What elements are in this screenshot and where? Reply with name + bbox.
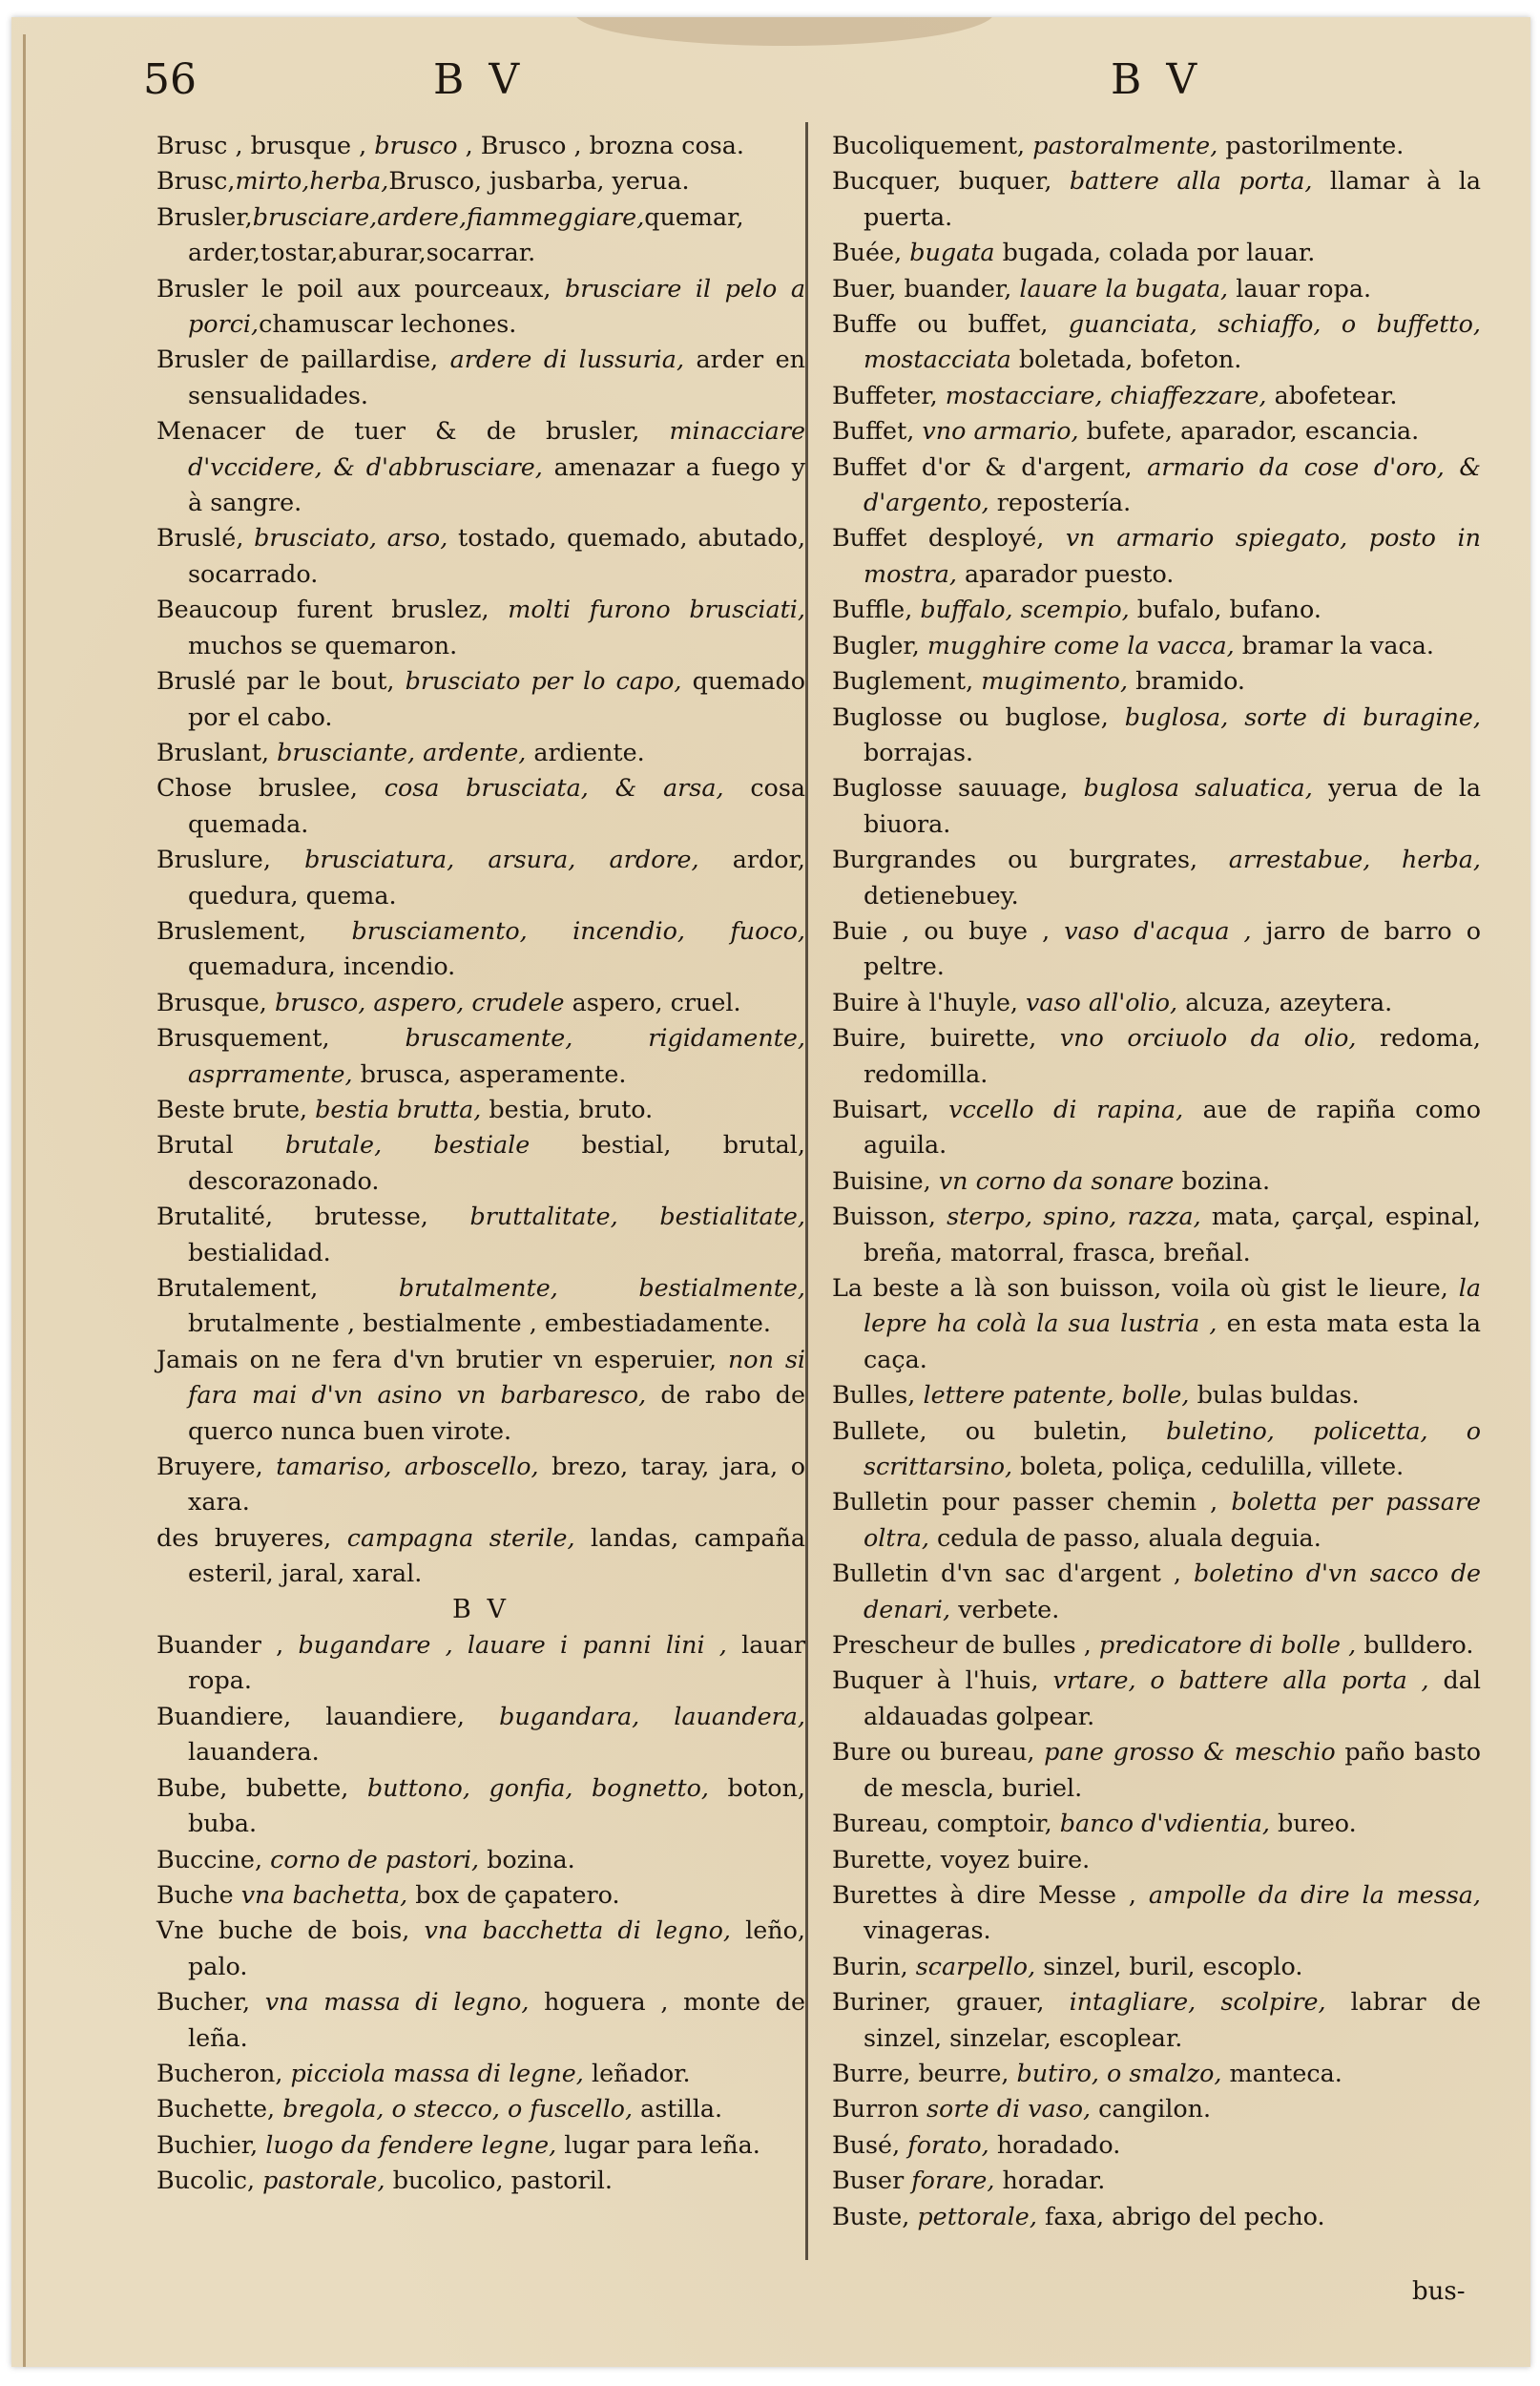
dictionary-entry	[832, 1877, 1481, 1949]
spanish-translation: brezo, taray, jara, o xara.	[188, 1452, 805, 1517]
spanish-translation: bufalo, bufano.	[1129, 595, 1321, 624]
dictionary-entry	[832, 1663, 1481, 1734]
italian-translation: brusco	[374, 131, 458, 159]
italian-translation: bruscamente, rigidamente, asprramente,	[188, 1023, 805, 1088]
italian-translation: vaso d'acqua ,	[1064, 915, 1252, 945]
italian-translation: guanciata, schiaffo, o buffetto, mostacciata	[864, 309, 1481, 374]
french-term: Brusque,	[156, 987, 275, 1016]
french-term: Bruyere,	[156, 1452, 277, 1481]
spanish-translation: arder en sensualidades.	[188, 345, 806, 409]
french-term: Bulles,	[832, 1380, 924, 1410]
dictionary-entry	[832, 378, 1481, 413]
dictionary-entry	[156, 1770, 805, 1842]
spanish-translation: hoguera , monte de leña.	[188, 1987, 805, 2052]
french-term: Buffet desployé,	[832, 523, 1066, 553]
french-term: Brutalement,	[156, 1273, 399, 1302]
spanish-translation: bramido.	[1128, 666, 1246, 696]
dictionary-entry	[156, 1449, 805, 1520]
italian-translation: brusco, aspero, crudele	[274, 987, 565, 1016]
french-term: Chose bruslee,	[156, 773, 385, 803]
italian-translation: banco d'vdientia,	[1059, 1809, 1270, 1838]
dictionary-entry	[832, 1377, 1481, 1413]
spanish-translation: yerua de la biuora.	[864, 773, 1481, 838]
italian-translation: la lepre ha colà la sua lustria ,	[864, 1273, 1481, 1338]
french-term: Buglosse sauuage,	[832, 773, 1084, 803]
spanish-translation: mata, çarçal, espinal, breña, matorral, frasca, breñal.	[864, 1202, 1481, 1266]
italian-translation: vna massa di legno,	[264, 1987, 530, 2017]
spanish-translation: sinzel, buril, escoplo.	[1035, 1951, 1303, 1980]
spanish-translation: leñador.	[583, 2058, 691, 2087]
spanish-translation: de rabo de querco nunca buen virote.	[188, 1380, 805, 1445]
french-term: Bulletin pour passer chemin ,	[832, 1487, 1232, 1517]
italian-translation: predicatore di bolle ,	[1098, 1630, 1357, 1660]
dictionary-entry	[156, 1699, 805, 1770]
spanish-translation: labrar de sinzel, sinzelar, escoplear.	[864, 1987, 1481, 2052]
right-column	[832, 128, 1481, 2234]
french-term: Bruslure,	[156, 845, 305, 874]
spanish-translation: aparador puesto.	[956, 558, 1175, 588]
french-term: Bruslé par le bout,	[156, 666, 406, 696]
spanish-translation: bureo.	[1269, 1809, 1357, 1838]
italian-translation: boletino d'vn sacco de denari,	[864, 1559, 1482, 1623]
dictionary-entry	[156, 1877, 805, 1913]
french-term: Buglosse ou buglose,	[832, 701, 1125, 731]
italian-translation: pastorale,	[262, 2166, 385, 2195]
dictionary-entry	[832, 663, 1481, 699]
dictionary-entry	[156, 1627, 805, 1699]
french-term: Bucher,	[156, 1987, 265, 2017]
dictionary-entry	[832, 1484, 1481, 1556]
spanish-translation: lugar para leña.	[556, 2129, 760, 2159]
french-term: Buisson,	[832, 1202, 947, 1231]
italian-translation: pane grosso & meschio	[1044, 1737, 1336, 1767]
spanish-translation: boton, buba.	[188, 1772, 805, 1838]
italian-translation: vccello di rapina,	[948, 1094, 1184, 1123]
spanish-translation: dal aldauadas golpear.	[864, 1665, 1481, 1730]
french-term: Buser	[832, 2166, 912, 2195]
dictionary-entry	[832, 235, 1481, 270]
spanish-translation: bulas buldas.	[1189, 1380, 1360, 1410]
dictionary-entry	[832, 985, 1481, 1020]
dictionary-entry	[832, 450, 1481, 521]
italian-translation: brutale, bestiale	[284, 1130, 531, 1160]
italian-translation: mirto,herba,	[235, 166, 389, 196]
italian-translation: vn corno da sonare	[938, 1165, 1175, 1195]
french-term: Bucolic,	[156, 2166, 263, 2195]
spanish-translation: en esta mata esta la caça.	[864, 1308, 1481, 1373]
spanish-translation: astilla.	[633, 2094, 723, 2124]
italian-translation: pastoralmente,	[1032, 131, 1218, 159]
italian-translation: bestia brutta,	[315, 1094, 482, 1123]
italian-translation: buffalo, scempio,	[920, 595, 1130, 624]
italian-translation: minacciare d'vccidere, & d'abbrusciare,	[188, 416, 805, 481]
dictionary-entry	[832, 592, 1481, 627]
french-term: La beste a là son buisson, voila où gist le lieure,	[832, 1273, 1459, 1302]
italian-translation: vrtare, o battere alla porta ,	[1052, 1665, 1429, 1695]
french-term: Bucoliquement,	[832, 131, 1033, 159]
book-page	[11, 17, 1530, 2367]
spanish-translation: pastorilmente.	[1217, 131, 1405, 159]
french-term: Bureau, comptoir,	[832, 1809, 1060, 1838]
spanish-translation: borrajas.	[864, 737, 974, 766]
spanish-translation: llamar à la puerta.	[864, 166, 1481, 231]
dictionary-entry	[156, 1199, 805, 1270]
dictionary-entry	[832, 2199, 1481, 2234]
italian-translation: armario da cose d'oro, & d'argento,	[864, 451, 1481, 517]
italian-translation: ardere di lussuria,	[449, 345, 685, 374]
dictionary-entry	[832, 1949, 1481, 1984]
french-term: Buisart,	[832, 1094, 949, 1123]
french-term: Brusler de paillardise,	[156, 345, 450, 374]
french-term: Buie , ou buye ,	[832, 915, 1065, 945]
dictionary-entry	[156, 1842, 805, 1877]
french-term: Buquer à l'huis,	[832, 1665, 1053, 1695]
italian-translation: vno armario,	[922, 416, 1079, 446]
spanish-translation: jarro de barro o peltre.	[864, 915, 1481, 981]
italian-translation: vno orciuolo da olio,	[1059, 1023, 1357, 1053]
french-term: Buander ,	[156, 1630, 299, 1660]
spanish-translation: , Brusco , brozna cosa.	[457, 131, 744, 159]
italian-translation: bugata	[909, 238, 995, 267]
spanish-translation: brutalmente , bestialmente , embestiadamente.	[188, 1308, 771, 1338]
dictionary-entry	[156, 1984, 805, 2056]
italian-translation: brutalmente, bestialmente,	[398, 1273, 805, 1302]
dictionary-entry	[156, 1520, 805, 1592]
dictionary-entry	[832, 413, 1481, 449]
spanish-translation: manteca.	[1221, 2058, 1342, 2087]
french-term: Buer, buander,	[832, 273, 1020, 303]
dictionary-entry	[832, 1627, 1481, 1663]
dictionary-entry	[832, 520, 1481, 592]
spanish-translation: bozina.	[479, 1844, 575, 1873]
french-term: Bucquer, buquer,	[832, 166, 1070, 196]
italian-translation: bruttalitate, bestialitate,	[469, 1202, 805, 1231]
french-term: Beaucoup furent bruslez,	[156, 595, 509, 624]
italian-translation: molti furono brusciati,	[508, 595, 805, 624]
dictionary-entry	[832, 770, 1481, 842]
french-term: Bulletin d'vn sac d'argent ,	[832, 1559, 1195, 1588]
spanish-translation: lauar ropa.	[1228, 273, 1372, 303]
french-term: Brusler,	[156, 201, 253, 231]
dictionary-entry	[156, 842, 805, 913]
french-term: Buisine,	[832, 1165, 939, 1195]
running-head-left: B V	[433, 55, 526, 104]
dictionary-entry	[156, 1092, 805, 1127]
section-heading: B V	[452, 1594, 510, 1624]
running-head-right: B V	[1111, 55, 1203, 104]
french-term: Brusquement,	[156, 1023, 406, 1053]
italian-translation: vna bachetta,	[240, 1879, 408, 1909]
italian-translation: brusciante, ardente,	[277, 737, 527, 766]
spanish-translation: leño, palo.	[188, 1915, 805, 1980]
italian-translation: vaso all'olio,	[1026, 987, 1178, 1016]
spanish-translation: bestia, bruto.	[481, 1094, 654, 1123]
italian-translation: bregola, o stecco, o fuscello,	[282, 2094, 634, 2124]
dictionary-entry	[156, 520, 805, 592]
italian-translation: mugghire come la vacca,	[926, 630, 1235, 659]
french-term: Buche	[156, 1879, 241, 1909]
dictionary-entry	[156, 2163, 805, 2198]
italian-translation: cosa brusciata, & arsa,	[384, 773, 724, 803]
dictionary-entry	[156, 1342, 805, 1449]
dictionary-entry	[156, 663, 805, 735]
french-term: Bruslant,	[156, 737, 278, 766]
french-term: Brusler le poil aux pourceaux,	[156, 273, 565, 303]
dictionary-entry	[156, 2056, 805, 2091]
italian-translation: lettere patente, bolle,	[923, 1380, 1190, 1410]
dictionary-entry	[832, 1734, 1481, 1806]
dictionary-entry	[832, 1984, 1481, 2056]
dictionary-entry	[832, 2091, 1481, 2126]
french-term: des bruyeres,	[156, 1522, 347, 1552]
spanish-translation: alcuza, azeytera.	[1177, 987, 1393, 1016]
spanish-translation: box de çapatero.	[407, 1879, 620, 1909]
french-term: Buffet d'or & d'argent,	[832, 451, 1148, 481]
spanish-translation: aspero, cruel.	[564, 987, 741, 1016]
spanish-translation: ardor, quedura, quema.	[188, 845, 805, 910]
dictionary-entry	[156, 1020, 805, 1092]
italian-translation: mostacciare, chiaffezzare,	[945, 380, 1267, 409]
italian-translation: buletino, policetta, o scrittarsino,	[864, 1415, 1482, 1481]
french-term: Buchier,	[156, 2129, 266, 2159]
italian-translation: brusciare il pelo a porci,	[188, 273, 805, 339]
french-term: Bucheron,	[156, 2058, 291, 2087]
italian-translation: butiro, o smalzo,	[1016, 2058, 1222, 2087]
spanish-translation: aue de rapiña como aguila.	[864, 1094, 1481, 1160]
dictionary-entry	[156, 1270, 805, 1342]
spanish-translation: Brusco, jusbarba, yerua.	[388, 166, 690, 196]
bottom-mark	[603, 2355, 756, 2367]
italian-translation: brusciare,ardere,fiammeggiare,	[252, 201, 645, 231]
dictionary-entry	[832, 842, 1481, 913]
french-term: Buffet,	[832, 416, 923, 446]
french-term: Burre, beurre,	[832, 2058, 1017, 2087]
spanish-translation: landas, campaña esteril, jaral, xaral.	[188, 1522, 805, 1588]
spanish-translation: amenazar a fuego y à sangre.	[188, 451, 805, 517]
french-term: Buandiere, lauandiere,	[156, 1701, 500, 1730]
spanish-translation: boletada, bofeton.	[1010, 345, 1242, 374]
dictionary-entry	[832, 271, 1481, 306]
dictionary-entry	[832, 1020, 1481, 1092]
spanish-translation: bestialidad.	[188, 1237, 331, 1266]
italian-translation: picciola massa di legne,	[290, 2058, 584, 2087]
french-term: Buccine,	[156, 1844, 271, 1873]
italian-translation: brusciato per lo capo,	[405, 666, 682, 696]
dictionary-entry	[156, 163, 805, 199]
spanish-translation: lauandera.	[188, 1737, 320, 1767]
italian-translation: luogo da fendere legne,	[265, 2129, 557, 2159]
french-term: Menacer de tuer & de brusler,	[156, 416, 670, 446]
spanish-translation: boleta, poliça, cedulilla, villete.	[1012, 1452, 1405, 1481]
french-term: Bullete, ou buletin,	[832, 1415, 1167, 1445]
dictionary-entry	[832, 2163, 1481, 2198]
dictionary-entry	[156, 413, 805, 520]
italian-translation: intagliare, scolpire,	[1069, 1987, 1326, 2017]
french-term: Buée,	[832, 238, 910, 267]
dictionary-entry	[832, 2127, 1481, 2163]
dictionary-entry	[156, 985, 805, 1020]
left-column	[156, 128, 805, 2199]
french-term: Brusc,	[156, 166, 236, 196]
french-term: Buffle,	[832, 595, 921, 624]
french-term: Busé,	[832, 2129, 908, 2159]
dictionary-entry	[832, 128, 1481, 163]
spanish-translation: cangilon.	[1091, 2094, 1212, 2124]
french-term: Buglement,	[832, 666, 982, 696]
italian-translation: lauare la bugata,	[1019, 273, 1229, 303]
french-term: Brutal	[156, 1130, 285, 1160]
dictionary-entry	[832, 1842, 1481, 1877]
dictionary-entry	[832, 2056, 1481, 2091]
dictionary-entry	[832, 1556, 1481, 1627]
dictionary-entry	[832, 628, 1481, 663]
dictionary-entry	[832, 1806, 1481, 1841]
spanish-translation: bulldero.	[1356, 1630, 1474, 1660]
french-term: Bube, bubette,	[156, 1772, 367, 1802]
french-term: Buchette,	[156, 2094, 283, 2124]
spanish-translation: chamuscar lechones.	[259, 309, 517, 339]
italian-translation: vna bacchetta di legno,	[424, 1915, 731, 1945]
dictionary-entry	[832, 1270, 1481, 1377]
page-number: 56	[143, 55, 197, 104]
italian-translation: vn armario spiegato, posto in mostra,	[864, 523, 1481, 588]
dictionary-entry	[832, 1199, 1481, 1270]
french-term: Prescheur de bulles ,	[832, 1630, 1099, 1660]
italian-translation: forato,	[907, 2129, 989, 2159]
italian-translation: bugandare , lauare i panni lini ,	[298, 1630, 727, 1660]
italian-translation: tamariso, arboscello,	[276, 1452, 539, 1481]
french-term: Bugler,	[832, 630, 927, 659]
french-term: Buire, buirette,	[832, 1023, 1060, 1053]
catchword: bus-	[1412, 2277, 1466, 2306]
spanish-translation: quemado por el cabo.	[188, 666, 805, 731]
italian-translation: brusciamento, incendio, fuoco,	[351, 915, 805, 945]
french-term: Beste brute,	[156, 1094, 316, 1123]
spanish-translation: quemadura, incendio.	[188, 952, 456, 981]
french-term: Burron	[832, 2094, 926, 2124]
french-term: Buffeter,	[832, 380, 946, 409]
french-term: Buriner, grauer,	[832, 1987, 1070, 2017]
italian-translation: bugandara, lauandera,	[499, 1701, 805, 1730]
french-term: Vne buche de bois,	[156, 1915, 425, 1945]
paper-stain	[574, 17, 994, 46]
spanish-translation: muchos se quemaron.	[188, 630, 458, 659]
spanish-translation: ardiente.	[526, 737, 645, 766]
spanish-translation: cedula de passo, aluala deguia.	[928, 1522, 1321, 1552]
italian-translation: buttono, gonfia, bognetto,	[366, 1772, 709, 1802]
spanish-translation: bramar la vaca.	[1234, 630, 1434, 659]
spanish-translation: redoma, redomilla.	[864, 1023, 1481, 1088]
italian-translation: non si fara mai d'vn asino vn barbaresco,	[188, 1344, 805, 1410]
spanish-translation: bugada, colada por lauar.	[994, 238, 1316, 267]
italian-translation: sorte di vaso,	[926, 2094, 1092, 2124]
dictionary-entry	[156, 735, 805, 770]
spanish-translation: vinageras.	[864, 1915, 991, 1945]
dictionary-entry	[156, 2091, 805, 2126]
spanish-translation: lauar ropa.	[188, 1630, 805, 1695]
spanish-translation: tostado, quemado, abutado, socarrado.	[188, 523, 806, 588]
italian-translation: sterpo, spino, razza,	[947, 1202, 1201, 1231]
spanish-translation: verbete.	[950, 1594, 1060, 1623]
dictionary-entry	[156, 271, 805, 343]
spanish-translation: bestial, brutal, descorazonado.	[188, 1130, 805, 1195]
french-term: Buire à l'huyle,	[832, 987, 1027, 1016]
spanish-translation: brusca, asperamente.	[352, 1058, 627, 1088]
french-term: Bure ou bureau,	[832, 1737, 1045, 1767]
dictionary-entry	[832, 1092, 1481, 1163]
dictionary-entry	[156, 913, 805, 985]
italian-translation: pettorale,	[917, 2201, 1037, 2230]
italian-translation: mugimento,	[981, 666, 1129, 696]
french-term: Jamais on ne fera d'vn brutier vn esperuier,	[156, 1344, 728, 1373]
dictionary-entry	[156, 1913, 805, 1984]
dictionary-entry	[156, 128, 805, 163]
french-term: Brusc , brusque ,	[156, 131, 375, 159]
spanish-translation: bufete, aparador, escancia.	[1078, 416, 1420, 446]
italian-translation: campagna sterile,	[346, 1522, 575, 1552]
spanish-translation: bozina.	[1174, 1165, 1271, 1195]
french-term: Burette, voyez buire.	[832, 1844, 1091, 1873]
french-term: Bruslement,	[156, 915, 352, 945]
french-term: Burgrandes ou burgrates,	[832, 845, 1229, 874]
dictionary-entry	[156, 199, 805, 271]
column-divider	[805, 122, 808, 2260]
dictionary-entry	[156, 1127, 805, 1199]
spanish-translation: cosa quemada.	[188, 773, 805, 838]
italian-translation: arrestabue, herba,	[1228, 845, 1482, 874]
italian-translation: battere alla porta,	[1069, 166, 1313, 196]
spanish-translation: faxa, abrigo del pecho.	[1036, 2201, 1325, 2230]
dictionary-entry	[156, 770, 805, 842]
spanish-translation: abofetear.	[1266, 380, 1398, 409]
italian-translation: brusciatura, arsura, ardore,	[304, 845, 699, 874]
italian-translation: brusciato, arso,	[254, 523, 448, 553]
french-term: Bruslé,	[156, 523, 255, 553]
dictionary-entry	[832, 913, 1481, 985]
spanish-translation: horadado.	[989, 2129, 1121, 2159]
dictionary-entry	[832, 163, 1481, 235]
dictionary-entry	[832, 1163, 1481, 1199]
spanish-translation: detienebuey.	[864, 880, 1019, 910]
italian-translation: forare,	[911, 2166, 995, 2195]
french-term: Burettes à dire Messe ,	[832, 1879, 1149, 1909]
dictionary-entry	[832, 700, 1481, 771]
italian-translation: ampolle da dire la messa,	[1148, 1879, 1481, 1909]
french-term: Buffe ou buffet,	[832, 309, 1069, 339]
italian-translation: boletta per passare oltra,	[864, 1487, 1481, 1552]
dictionary-entry	[832, 1413, 1481, 1485]
french-term: Brutalité, brutesse,	[156, 1202, 470, 1231]
spanish-translation: horadar.	[994, 2166, 1106, 2195]
dictionary-entry	[156, 2127, 805, 2163]
spanish-translation: repostería.	[989, 488, 1132, 517]
italian-translation: buglosa, sorte di buragine,	[1124, 701, 1481, 731]
spanish-translation: paño basto de mescla, buriel.	[864, 1737, 1481, 1802]
spanish-translation: bucolico, pastoril.	[385, 2166, 613, 2195]
italian-translation: scarpello,	[915, 1951, 1036, 1980]
spanish-translation: quemar, arder,tostar,aburar,socarrar.	[188, 201, 744, 267]
dictionary-entry	[832, 306, 1481, 378]
italian-translation: buglosa saluatica,	[1083, 773, 1313, 803]
dictionary-entry	[156, 592, 805, 663]
dictionary-entry	[156, 342, 805, 413]
italian-translation: corno de pastori,	[270, 1844, 480, 1873]
page-edge	[23, 34, 26, 2367]
french-term: Burin,	[832, 1951, 916, 1980]
french-term: Buste,	[832, 2201, 918, 2230]
